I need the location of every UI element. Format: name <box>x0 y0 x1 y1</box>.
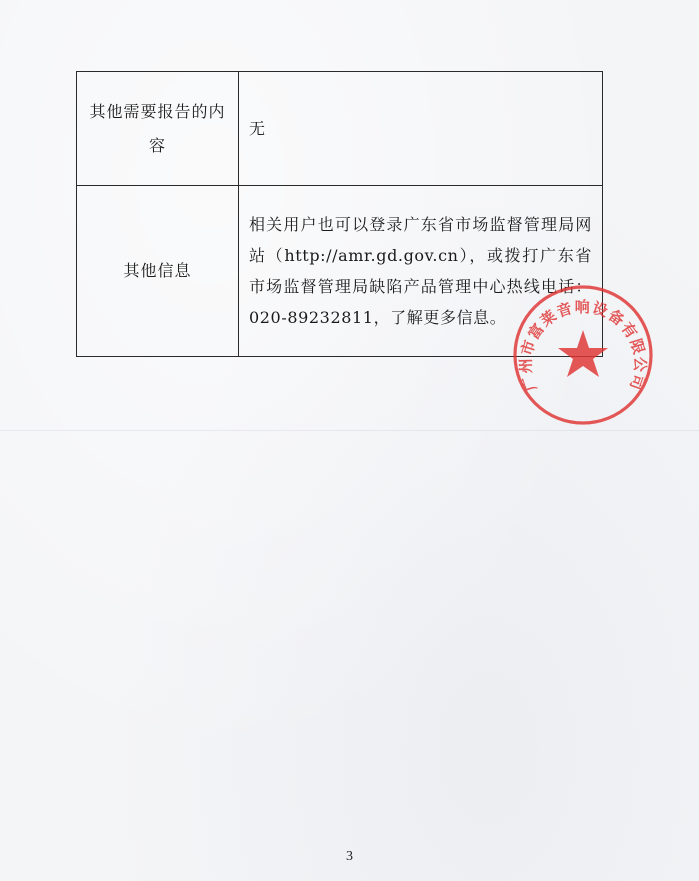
row-value-other-info <box>239 186 603 357</box>
seal-text-path: 广州市富莱音响设备有限公司 <box>516 297 650 394</box>
row-label-other-info: 其他信息 <box>77 186 239 357</box>
report-info-table <box>76 71 603 357</box>
table-row-other-report <box>77 72 603 186</box>
row-label-other-report-content: 其他需要报告的内容 <box>77 72 239 186</box>
table-row-other-info <box>77 186 603 357</box>
paper-crease <box>0 430 699 431</box>
page-number: 3 <box>346 849 353 864</box>
other-info-value: 相关用户也可以登录广东省市场监督管理局网站（http://amr.gd.gov.cn），或拨打广东省市场监督管理局缺陷产品管理中心热线电话：020-89232811，了解更多信息。 <box>249 215 592 327</box>
row-value-other-report-content <box>239 72 603 186</box>
other-report-content-value: 无 <box>249 119 266 138</box>
